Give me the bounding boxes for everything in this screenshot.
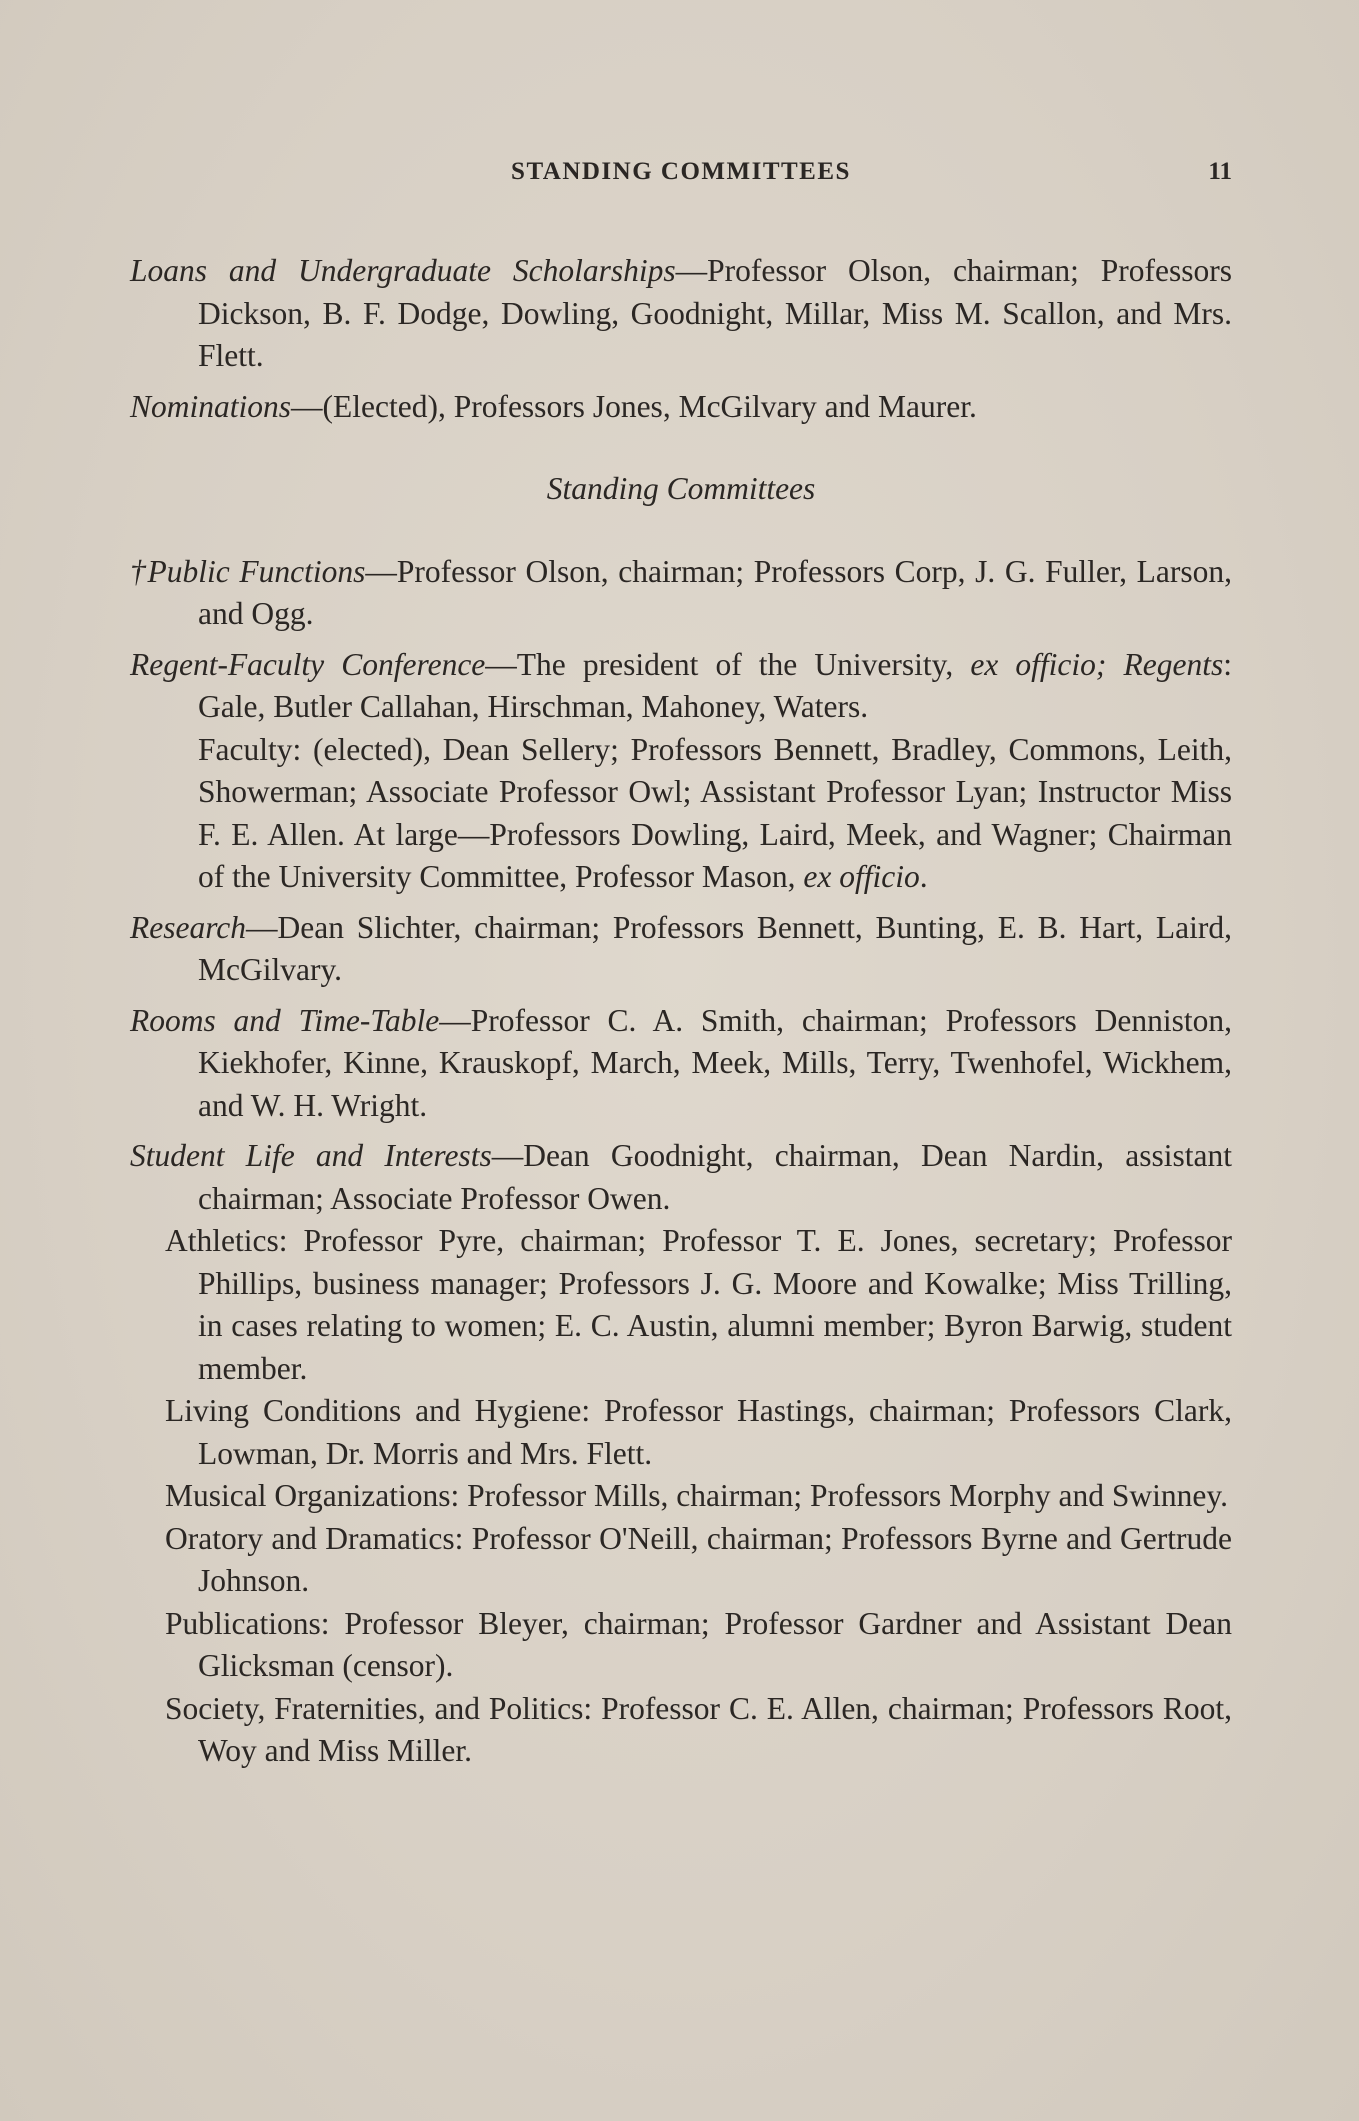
regents-label: Regents xyxy=(1123,646,1224,682)
subcommittee-living-conditions: Living Conditions and Hygiene: Professor Hastings, chairman; Professors Clark, Lowman, Dr. Morris and Mrs. Flett. xyxy=(165,1393,1232,1471)
committee-name: Research xyxy=(130,909,247,945)
committee-name: Student Life and Interests xyxy=(130,1138,492,1173)
subcommittee-oratory: Oratory and Dramatics: Professor O'Neill, chairman; Professors Byrne and Gertrude Johnson. xyxy=(165,1520,1232,1598)
section-heading: Standing Committees xyxy=(546,471,816,506)
running-head xyxy=(130,158,1232,194)
faculty-end: . xyxy=(919,859,928,894)
page-number: 11 xyxy=(1208,158,1232,185)
subcommittee-musical: Musical Organizations: Professor Mills, chairman; Professors Morphy and Swinney. xyxy=(165,1478,1228,1513)
committee-entry-student-life xyxy=(130,1135,1232,1220)
committee-members: —Professor Olson, chairman; Professors Corp, J. G. Fuller, Larson, and Ogg. xyxy=(198,553,1232,631)
committee-name: Regent-Faculty Conference xyxy=(130,646,486,682)
committee-name: Rooms and Time-Table xyxy=(130,1002,440,1038)
body-text xyxy=(130,250,1232,1773)
committee-entry-public-functions xyxy=(130,551,1232,636)
committee-entry-research xyxy=(130,907,1232,992)
ex-officio-label: ex officio xyxy=(803,859,920,894)
regents-members: : Gale, Butler Callahan, Hirschman, Mahoney, Waters. xyxy=(198,646,1232,724)
committee-members: —Professor Olson, chairman; Professors Dickson, B. F. Dodge, Dowling, Goodnight, Millar, Miss M. Scallon, and Mrs. Flett. xyxy=(198,253,1232,373)
subcommittee-society: Society, Fraternities, and Politics: Professor C. E. Allen, chairman; Professors Root, Woy and Miss Miller. xyxy=(165,1690,1232,1768)
committee-entry-nominations xyxy=(130,386,1232,429)
committee-name: Loans and Undergraduate Scholarships xyxy=(130,253,676,288)
committee-name: †Public Functions xyxy=(130,553,366,589)
faculty-text: Faculty: (elected), Dean Sellery; Professors Bennett, Bradley, Commons, Leith, Showerman; Associate Professor Owl; Assistant Professor Lyan; Instructor Miss F. E. Allen. At large—Professors Dowling, Laird, Meek, and Wagner; Chairman of the University Committee, Professor Mason, xyxy=(198,731,1232,894)
committee-members: —Professor C. A. Smith, chairman; Professors Denniston, Kiekhofer, Kinne, Krauskopf, March, Meek, Mills, Terry, Twenhofel, Wickhem, and W. H. Wright. xyxy=(198,1002,1232,1123)
committee-members: —Dean Slichter, chairman; Professors Bennett, Bunting, E. B. Hart, Laird, McGilvary. xyxy=(198,909,1232,987)
committee-members: —Dean Goodnight, chairman, Dean Nardin, assistant chairman; Associate Professor Owen. xyxy=(198,1138,1232,1216)
committee-entry-rooms xyxy=(130,1000,1232,1128)
committee-entry-loans xyxy=(130,250,1232,378)
ex-officio-label: ex officio; xyxy=(970,646,1124,682)
faculty-members xyxy=(130,729,1232,899)
subcommittee-publications: Publications: Professor Bleyer, chairman; Professor Gardner and Assistant Dean Glicksman (censor). xyxy=(165,1605,1232,1683)
subcommittee-athletics: Athletics: Professor Pyre, chairman; Professor T. E. Jones, secretary; Professor Phillips, business manager; Professors J. G. Moore and Kowalke; Miss Trilling, in cases relating to women; E. C. Austin, alumni member; Byron Barwig, student member. xyxy=(165,1223,1232,1386)
committee-members: —The president of the University, xyxy=(485,646,971,682)
running-title: STANDING COMMITTEES xyxy=(511,158,851,185)
committee-members: —(Elected), Professors Jones, McGilvary and Maurer. xyxy=(291,388,977,424)
committee-name: Nominations xyxy=(130,388,292,424)
committee-entry-regent-faculty xyxy=(130,644,1232,729)
